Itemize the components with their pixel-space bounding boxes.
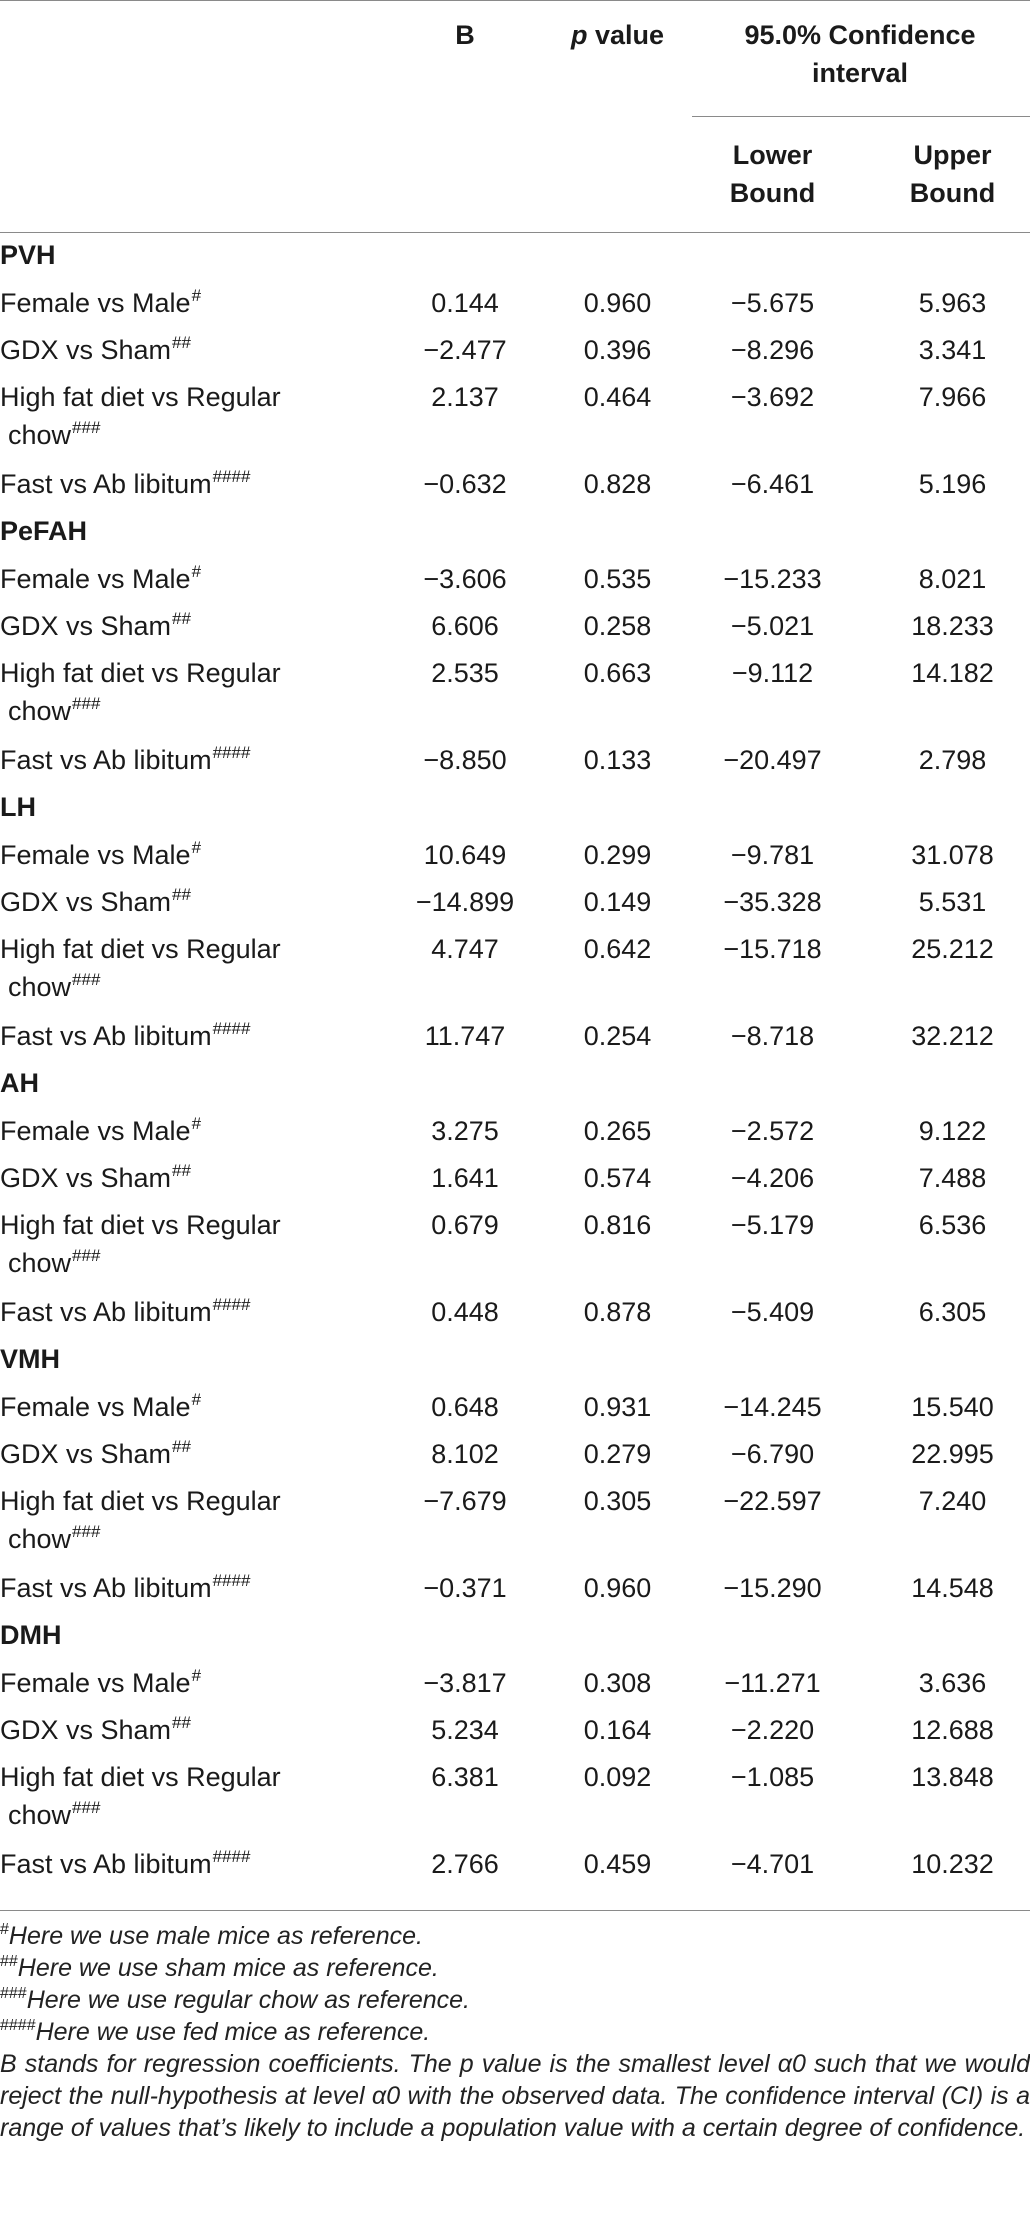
group-row-ah (0, 1064, 1030, 1112)
table-row (0, 607, 1030, 654)
table-row (0, 1435, 1030, 1482)
comparison-label (0, 1482, 355, 1569)
upper-bound-cell: 13.848 (911, 1762, 994, 1792)
comparison-label (0, 1206, 355, 1293)
comparison-label (0, 1159, 355, 1206)
coefficient-b-cell: −14.899 (415, 887, 515, 917)
comparison-text: Female vs Male (0, 1392, 191, 1422)
coefficient-b-cell: 8.102 (431, 1439, 499, 1469)
footnote (0, 1952, 1030, 1984)
comparison-text: GDX vs Sham (0, 335, 172, 365)
comparison-text: Female vs Male (0, 1668, 191, 1698)
upper-bound-cell: 5.531 (918, 887, 987, 917)
comparison-text: Fast vs Ab libitum (0, 1021, 212, 1051)
footnote-mark: ## (172, 1713, 191, 1732)
table-row (0, 378, 1030, 465)
table-row (0, 331, 1030, 378)
comparison-label (0, 1845, 355, 1892)
p-value-cell: 0.642 (583, 934, 652, 964)
comparison-label (0, 560, 355, 607)
comparison-text: High fat diet vs Regular chow (0, 658, 281, 726)
comparison-text: Female vs Male (0, 564, 191, 594)
lower-bound-cell: −9.781 (730, 840, 815, 870)
header-ci-line2: interval (811, 58, 909, 88)
upper-bound-cell: 8.021 (918, 564, 987, 594)
coefficient-b-cell: −0.632 (423, 469, 507, 499)
footnote-mark: # (0, 1921, 9, 1938)
comparison-text: GDX vs Sham (0, 611, 172, 641)
p-value-cell: 0.960 (583, 288, 652, 318)
coefficient-b-cell: 3.275 (431, 1116, 499, 1146)
table-row (0, 1206, 1030, 1293)
footnote-mark: # (191, 562, 202, 581)
comparison-text: GDX vs Sham (0, 1163, 172, 1193)
table-row (0, 1112, 1030, 1159)
table-bottom-rule (0, 1910, 1030, 1911)
group-label: PeFAH (0, 516, 88, 546)
comparison-label (0, 654, 355, 741)
p-value-cell: 0.308 (583, 1668, 652, 1698)
table-row (0, 284, 1030, 331)
table-row (0, 1293, 1030, 1340)
group-label: VMH (0, 1344, 60, 1374)
comparison-label (0, 1293, 355, 1340)
header-lower-bound (690, 136, 835, 212)
footnote-mark: ### (0, 1985, 27, 2002)
comparison-label (0, 836, 355, 883)
upper-bound-cell: 15.540 (911, 1392, 994, 1422)
header-b (355, 16, 545, 54)
p-value-cell: 0.092 (583, 1762, 652, 1792)
comparison-label (0, 607, 355, 654)
lower-bound-cell: −22.597 (723, 1486, 822, 1516)
coefficient-b-cell: 4.747 (431, 934, 499, 964)
table-row (0, 465, 1030, 512)
p-value-cell: 0.279 (583, 1439, 652, 1469)
footnote (0, 1984, 1030, 2016)
p-value-cell: 0.133 (583, 745, 652, 775)
footnote-mark: ## (0, 1953, 18, 1970)
lower-bound-cell: −6.790 (730, 1439, 815, 1469)
table-row (0, 560, 1030, 607)
comparison-label (0, 1569, 355, 1616)
table-notes (0, 1920, 1030, 2144)
coefficient-b-cell: 6.606 (431, 611, 499, 641)
footnote-text: Here we use fed mice as reference. (35, 2018, 431, 2046)
p-value-cell: 0.931 (583, 1392, 652, 1422)
coefficient-b-cell: 6.381 (431, 1762, 499, 1792)
p-value-cell: 0.816 (583, 1210, 652, 1240)
p-value-cell: 0.305 (583, 1486, 652, 1516)
coefficient-b-cell: 2.137 (431, 382, 499, 412)
comparison-label (0, 378, 355, 465)
footnote-mark: ### (72, 418, 101, 437)
header-upper-bound (835, 136, 1030, 212)
footnote-mark: ## (172, 1161, 191, 1180)
lower-bound-cell: −14.245 (723, 1392, 822, 1422)
footnote-mark: #### (212, 1847, 251, 1866)
ci-span-rule (692, 116, 1030, 117)
lower-bound-cell: −5.179 (730, 1210, 815, 1240)
lower-bound-cell: −4.206 (730, 1163, 815, 1193)
upper-bound-cell: 6.305 (918, 1297, 987, 1327)
footnote-mark: ## (172, 1437, 191, 1456)
comparison-text: Fast vs Ab libitum (0, 1573, 212, 1603)
group-row-lh (0, 788, 1030, 836)
table-row (0, 741, 1030, 788)
table-row (0, 930, 1030, 1017)
footnote-mark: ## (172, 609, 191, 628)
comparison-text: High fat diet vs Regular chow (0, 382, 281, 450)
footnote-mark: #### (212, 1571, 251, 1590)
group-label: PVH (0, 240, 56, 270)
upper-bound-cell: 2.798 (918, 745, 987, 775)
p-value-cell: 0.254 (583, 1021, 652, 1051)
comparison-text: GDX vs Sham (0, 1439, 172, 1469)
lower-bound-cell: −2.572 (730, 1116, 815, 1146)
p-value-cell: 0.574 (583, 1163, 652, 1193)
comparison-label (0, 883, 355, 930)
lower-bound-cell: −9.112 (731, 658, 814, 688)
group-row-dmh (0, 1616, 1030, 1664)
comparison-text: Fast vs Ab libitum (0, 745, 212, 775)
p-value-cell: 0.663 (583, 658, 652, 688)
footnote-mark: # (191, 1114, 202, 1133)
footnote-mark: ### (72, 1246, 101, 1265)
footnote-mark: ### (72, 1798, 101, 1817)
p-value-cell: 0.535 (583, 564, 652, 594)
group-label: LH (0, 792, 36, 822)
footnote-mark: ### (72, 1522, 101, 1541)
coefficient-b-cell: 0.679 (431, 1210, 499, 1240)
regression-table (0, 236, 1030, 1892)
p-value-cell: 0.960 (583, 1573, 652, 1603)
comparison-text: GDX vs Sham (0, 887, 172, 917)
lower-bound-cell: −2.220 (730, 1715, 815, 1745)
comparison-text: Fast vs Ab libitum (0, 469, 212, 499)
footnote-mark: #### (212, 1019, 251, 1038)
header-p-italic: p (570, 20, 588, 50)
footnote-mark: # (191, 286, 202, 305)
comparison-text: Fast vs Ab libitum (0, 1297, 212, 1327)
coefficient-b-cell: −7.679 (423, 1486, 507, 1516)
footnote (0, 2016, 1030, 2048)
coefficient-b-cell: −3.817 (423, 1668, 507, 1698)
lower-bound-cell: −4.701 (730, 1849, 815, 1879)
lower-bound-cell: −5.675 (730, 288, 815, 318)
p-value-cell: 0.149 (583, 887, 652, 917)
lower-bound-cell: −8.718 (730, 1021, 815, 1051)
footnote-mark: #### (212, 743, 251, 762)
footnote-mark: # (191, 1390, 202, 1409)
table-row (0, 1017, 1030, 1064)
comparison-text: GDX vs Sham (0, 1715, 172, 1745)
comparison-text: High fat diet vs Regular chow (0, 1762, 281, 1830)
p-value-cell: 0.878 (583, 1297, 652, 1327)
lower-bound-cell: −6.461 (730, 469, 815, 499)
upper-bound-cell: 5.963 (918, 288, 987, 318)
upper-bound-cell: 6.536 (918, 1210, 987, 1240)
upper-bound-cell: 18.233 (911, 611, 994, 641)
top-rule (0, 0, 1030, 1)
lower-bound-cell: −15.290 (723, 1573, 822, 1603)
footnote-mark: #### (212, 1295, 251, 1314)
header-p-value (545, 16, 690, 54)
comparison-text: Female vs Male (0, 840, 191, 870)
group-label: DMH (0, 1620, 62, 1650)
group-row-vmh (0, 1340, 1030, 1388)
comparison-label (0, 1711, 355, 1758)
p-value-cell: 0.164 (583, 1715, 652, 1745)
group-row-pvh (0, 236, 1030, 284)
lower-bound-cell: −15.718 (723, 934, 822, 964)
comparison-label (0, 284, 355, 331)
table-row (0, 1388, 1030, 1435)
coefficient-b-cell: 2.535 (431, 658, 499, 688)
footnote-mark: ## (172, 885, 191, 904)
lower-bound-cell: −15.233 (723, 564, 822, 594)
p-value-cell: 0.459 (583, 1849, 652, 1879)
footnote-text: Here we use regular chow as reference. (26, 1986, 470, 2014)
lower-bound-cell: −5.021 (730, 611, 815, 641)
coefficient-b-cell: −3.606 (423, 564, 507, 594)
coefficient-b-cell: −8.850 (423, 745, 507, 775)
table-row (0, 1758, 1030, 1845)
lower-bound-cell: −20.497 (723, 745, 822, 775)
upper-bound-cell: 9.122 (918, 1116, 987, 1146)
upper-bound-cell: 3.636 (918, 1668, 987, 1698)
footnote-mark: # (191, 838, 202, 857)
coefficient-b-cell: −2.477 (423, 335, 507, 365)
group-row-pefah (0, 512, 1030, 560)
comparison-label (0, 465, 355, 512)
lower-bound-cell: −3.692 (730, 382, 815, 412)
upper-bound-cell: 22.995 (911, 1439, 994, 1469)
upper-bound-cell: 3.341 (918, 335, 987, 365)
footnote-mark: #### (212, 467, 251, 486)
upper-bound-cell: 5.196 (918, 469, 987, 499)
upper-bound-cell: 7.488 (918, 1163, 987, 1193)
lower-bound-cell: −8.296 (730, 335, 815, 365)
lower-bound-cell: −11.271 (724, 1668, 821, 1698)
comparison-text: High fat diet vs Regular chow (0, 1486, 281, 1554)
footnote-list (0, 1920, 1030, 2048)
table-row (0, 836, 1030, 883)
header-b-label: B (455, 20, 475, 50)
footnote (0, 1920, 1030, 1952)
coefficient-b-cell: 0.144 (431, 288, 499, 318)
upper-bound-cell: 7.966 (918, 382, 987, 412)
upper-bound-cell: 31.078 (911, 840, 994, 870)
p-value-cell: 0.828 (583, 469, 652, 499)
comparison-label (0, 1112, 355, 1159)
comparison-label (0, 1664, 355, 1711)
coefficient-b-cell: 2.766 (431, 1849, 499, 1879)
coefficient-b-cell: −0.371 (423, 1573, 507, 1603)
header-upper-line2: Bound (909, 178, 996, 208)
p-value-cell: 0.464 (583, 382, 652, 412)
footnote-text: Here we use sham mice as reference. (17, 1954, 439, 1982)
comparison-label (0, 1017, 355, 1064)
header-lower-line1: Lower (732, 140, 813, 170)
table-row (0, 1711, 1030, 1758)
comparison-label (0, 930, 355, 1017)
upper-bound-cell: 32.212 (911, 1021, 994, 1051)
table-row (0, 1845, 1030, 1892)
footnote-mark: ## (172, 333, 191, 352)
footnote-mark: ### (72, 970, 101, 989)
footnote-mark: # (191, 1666, 202, 1685)
comparison-text: Female vs Male (0, 1116, 191, 1146)
table-row (0, 654, 1030, 741)
coefficient-b-cell: 1.641 (431, 1163, 499, 1193)
upper-bound-cell: 25.212 (911, 934, 994, 964)
table-row (0, 1664, 1030, 1711)
coefficient-b-cell: 0.448 (431, 1297, 499, 1327)
footnote-mark: #### (0, 2017, 36, 2034)
table-row (0, 1159, 1030, 1206)
header-p-rest: value (587, 20, 665, 50)
coefficient-b-cell: 5.234 (431, 1715, 499, 1745)
footnote-text: Here we use male mice as reference. (8, 1922, 423, 1950)
comparison-text: Female vs Male (0, 288, 191, 318)
coefficient-b-cell: 11.747 (424, 1021, 506, 1051)
comparison-text: High fat diet vs Regular chow (0, 1210, 281, 1278)
group-label: AH (0, 1068, 39, 1098)
comparison-text: Fast vs Ab libitum (0, 1849, 212, 1879)
table-row (0, 883, 1030, 930)
lower-bound-cell: −5.409 (730, 1297, 815, 1327)
upper-bound-cell: 12.688 (911, 1715, 994, 1745)
comparison-label (0, 741, 355, 788)
upper-bound-cell: 7.240 (918, 1486, 987, 1516)
table-row (0, 1482, 1030, 1569)
lower-bound-cell: −35.328 (723, 887, 822, 917)
lower-bound-cell: −1.085 (730, 1762, 815, 1792)
p-value-cell: 0.299 (583, 840, 652, 870)
footnote-mark: ### (72, 694, 101, 713)
comparison-text: High fat diet vs Regular chow (0, 934, 281, 1002)
header-lower-line2: Bound (729, 178, 816, 208)
p-value-cell: 0.396 (583, 335, 652, 365)
explanation-text: B stands for regression coefficients. The p value is the smallest level α0 such that we would reject the null-hypothesis at level α0 with the observed data. The confidence interval (CI) is a range of values that’s likely to include a population value with a certain degree of confidence. (0, 2050, 1030, 2142)
coefficient-b-cell: 0.648 (431, 1392, 499, 1422)
p-value-cell: 0.258 (583, 611, 652, 641)
upper-bound-cell: 10.232 (911, 1849, 994, 1879)
coefficient-b-cell: 10.649 (423, 840, 507, 870)
p-value-cell: 0.265 (583, 1116, 652, 1146)
upper-bound-cell: 14.182 (911, 658, 994, 688)
header-ci-line1: 95.0% Confidence (744, 20, 976, 50)
header-upper-line1: Upper (913, 140, 992, 170)
regression-table-body (0, 236, 1030, 1892)
header-confidence-interval (690, 16, 1030, 92)
table-row (0, 1569, 1030, 1616)
comparison-label (0, 331, 355, 378)
upper-bound-cell: 14.548 (911, 1573, 994, 1603)
comparison-label (0, 1758, 355, 1845)
comparison-label (0, 1435, 355, 1482)
comparison-label (0, 1388, 355, 1435)
header-bottom-rule (0, 232, 1030, 233)
